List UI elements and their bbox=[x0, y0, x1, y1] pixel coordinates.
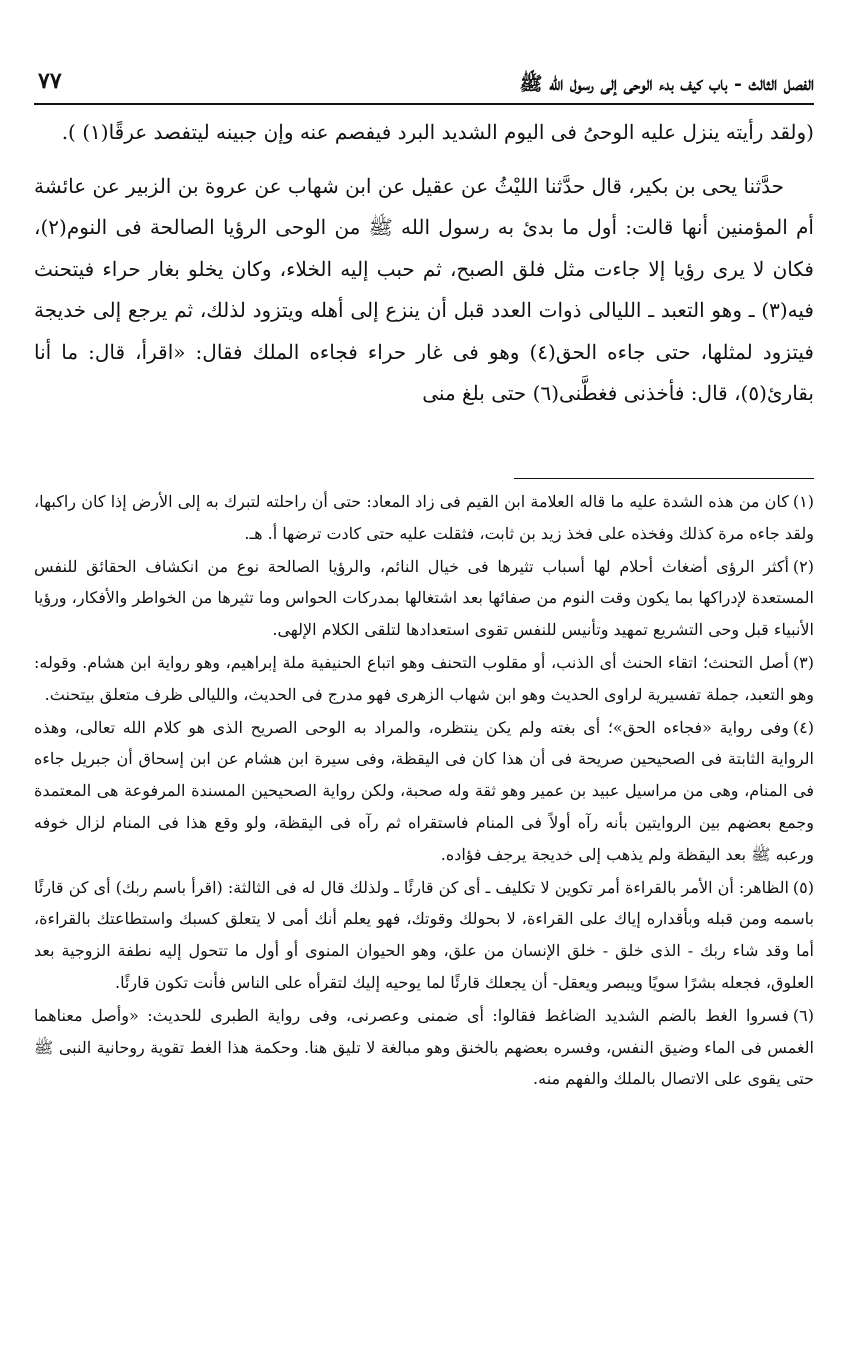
footnotes bbox=[34, 486, 814, 1096]
main-text bbox=[34, 112, 814, 415]
footnote-3 bbox=[34, 647, 814, 711]
footnote-number: (٢) bbox=[792, 556, 814, 576]
footnote-number: (٦) bbox=[792, 1005, 814, 1025]
footnote-divider bbox=[514, 478, 814, 479]
footnote-4 bbox=[34, 712, 814, 871]
footnote-number: (١) bbox=[792, 492, 814, 511]
page-number: ٧٧ bbox=[38, 68, 62, 94]
footnote-text: فسروا الغط بالضم الشديد الضاغط فقالوا: أى ضمنى وعصرنى، وفى رواية الطبرى للحديث: «وأصل معناهما الغمس فى الماء وضيق النفس، وفسره بعضهم بالخنق وهو مبالغة لا تليق هنا. وحكمة هذا الغط تقوية روحانية النبى ﷺ حتى يقوى على الاتصال بالملك والفهم منه. bbox=[34, 1005, 814, 1089]
hadith-quote: (ولقد رأيته ينزل عليه الوحىُ فى اليوم الشديد البرد فيفصم عنه وإن جبينه ليتفصد عرقًا(١) ). bbox=[61, 120, 814, 144]
footnote-number: (٥) bbox=[792, 877, 815, 897]
footnote-text: كان من هذه الشدة عليه ما قاله العلامة ابن القيم فى زاد المعاد: حتى أن راحلته لتبرك به إلى الأرض إذا كان راكبها، ولقد جاءه مرة كذلك وفخذه على فخذ زيد بن ثابت، فثقلت عليه حتى كادت ترضها أ. هـ. bbox=[34, 492, 814, 543]
footnote-text: الظاهر: أن الأمر بالقراءة أمر تكوين لا تكليف ـ أى كن قارئًا ـ ولذلك قال له فى الثالثة: (اقرأ باسم ربك) أى كن قارئًا باسمه ومن قبله وبأقداره إياك على القراءة، لا بحولك وقوتك، فهو يعلم أنك أمى لا يتعلق كسبك واستطاعتك بالقراءة، أما وقد شاء ربك - الذى خلق - خلق الإنسان من علق، وهو الحيوان المنوى أو أول ما تتحول إليه نطفة الزوجية بعد العلوق، فجعله بشرًا سويًا ويبصر ويعقل- أن يجعلك قارئًا لما يوحيه إليك لتقرأه على الناس فأنت تكون قارئًا. bbox=[34, 877, 815, 992]
footnote-number: (٤) bbox=[792, 717, 814, 737]
footnote-text: أصل التحنث؛ اتقاء الحنث أى الذنب، أو مقلوب التحنف وهو اتباع الحنيفية ملة إبراهيم، وهو رواية ابن هشام. وقوله: وهو التعبد، جملة تفسيرية لراوى الحديث وهو ابن شهاب الزهرى فهو مدرج فى الحديث، والليالى ظرف متعلق بيتحنث. bbox=[34, 652, 814, 704]
footnote-5 bbox=[34, 872, 814, 999]
footnote-number: (٣) bbox=[792, 652, 814, 672]
header-divider bbox=[34, 103, 814, 105]
footnote-text: أكثر الرؤى أضغاث أحلام لها أسباب تثيرها فى خيال النائم، والرؤيا الصالحة نوع من انكشاف الحقائق للنفس المستعدة لإدراكها بما يكون وقت النوم من صفائها بعد اشتغالها بمدركات الحواس وما تثيرها من الخواطر والأفكار، ورؤيا الأنبياء قبل وحى التشريع تمهيد وتأنيس للنفس تقوى استعدادها لتلقى الكلام الإلهى. bbox=[34, 556, 814, 640]
footnote-text: وفى رواية «فجاءه الحق»؛ أى بغته ولم يكن ينتظره، والمراد به الوحى الصريح الذى هو كلام الله تعالى، وهذه الرواية الثابتة فى الصحيحين صريحة فى أن هذا كان فى اليقظة، وفى سيرة ابن هشام عن ابن إسحاق أن جبريل جاءه فى المنام، وهى من مراسيل عبيد بن عمير وهو ثقة وله صحبة، ولكن رواية الصحيحين المسندة المرفوعة هى المعتمدة وجمع بعضهم بين الروايتين بأنه رآه أولاً فى المنام فاستقراه ثم رآه فى اليقظة، ولو وقع هذا فى المنام لزال خوفه ورعبه ﷺ بعد اليقظة ولم يذهب إلى خديجة يرجف فؤاده. bbox=[34, 717, 814, 864]
footnote-2 bbox=[34, 551, 814, 646]
hadith-narration: حدَّثنا يحى بن بكير، قال حدَّثنا الليْثُ عن عقيل عن ابن شهاب عن عروة بن الزبير عن عائشة أم المؤمنين أنها قالت: أول ما بدئ به رسول الله ﷺ من الوحى الرؤيا الصالحة فى النوم(٢)، فكان لا يرى رؤيا إلا جاءت مثل فلق الصبح، ثم حبب إليه الخلاء، وكان يخلو بغار حراء فيتحنث فيه(٣) ـ وهو التعبد ـ الليالى ذوات العدد قبل أن ينزع إلى أهله ويتزود لذلك، ثم يرجع إلى خديجة فيتزود لمثلها، حتى جاءه الحق(٤) وهو فى غار حراء فجاءه الملك فقال: «اقرأ، قال: ما أنا بقارئ(٥)، قال: فأخذنى فغطَّنى(٦) حتى بلغ منى bbox=[34, 173, 814, 405]
chapter-title: الفصل الثالث - باب كيف بدء الوحى إلى رسول الله ﷺ bbox=[519, 73, 814, 95]
footnote-1 bbox=[34, 486, 814, 550]
running-header bbox=[34, 68, 814, 102]
footnote-6 bbox=[34, 1000, 814, 1095]
